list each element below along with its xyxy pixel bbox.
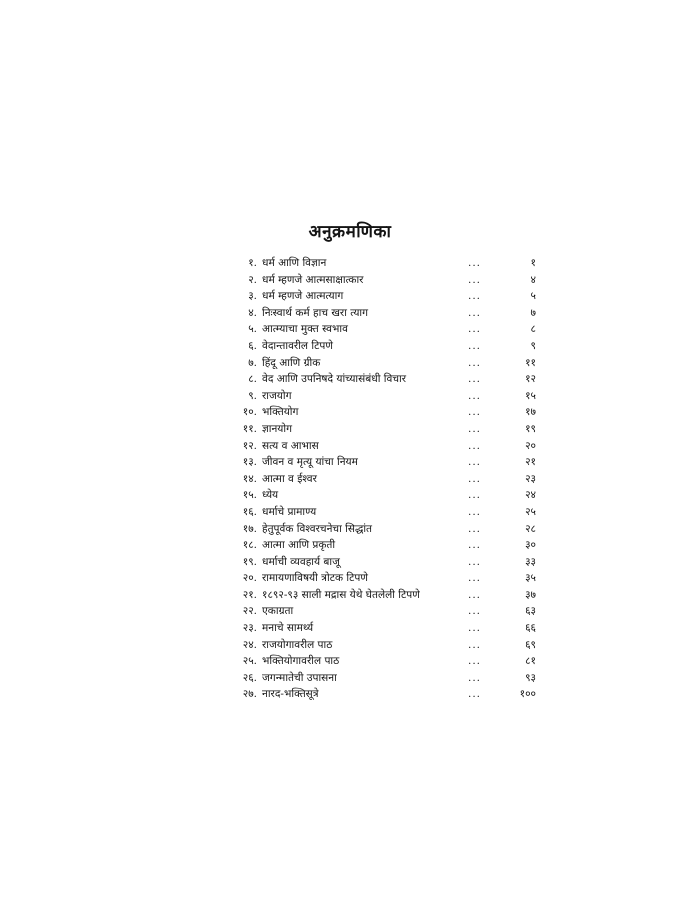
entry-page-number: २५ <box>525 505 536 518</box>
entry-leader: ... <box>468 572 482 585</box>
entry-title: धर्माची व्यवहार्य बाजू <box>262 555 340 568</box>
toc-entry <box>226 670 536 687</box>
entry-number: ७. <box>248 356 257 369</box>
entry-page-number: ३५ <box>525 572 536 585</box>
entry-page-number: ८ <box>530 323 536 336</box>
entry-page-number: १७ <box>525 406 536 419</box>
entry-number: १३. <box>242 456 257 469</box>
entry-leader: ... <box>468 489 482 502</box>
toc-entry <box>226 620 536 637</box>
entry-leader: ... <box>468 339 482 352</box>
entry-leader: ... <box>468 257 482 269</box>
entry-title: आत्मा आणि प्रकृती <box>262 539 336 552</box>
toc-entry <box>226 321 536 338</box>
toc-entry <box>226 521 536 538</box>
entry-number: ६. <box>248 339 257 352</box>
toc-entry <box>226 587 536 604</box>
entry-number: ५. <box>248 323 257 336</box>
entry-title: धर्म म्हणजे आत्मसाक्षात्कार <box>262 273 364 286</box>
entry-title: रामायणाविषयी त्रोटक टिपणे <box>262 572 368 585</box>
entry-title: वेदान्तावरील टिपणे <box>262 339 333 352</box>
entry-leader: ... <box>468 290 482 303</box>
entry-page-number: २४ <box>525 489 536 502</box>
toc-entry <box>226 454 536 471</box>
entry-number: १८. <box>242 539 257 552</box>
entry-number: १२. <box>242 439 257 452</box>
toc-entry <box>226 388 536 405</box>
entry-number: २३. <box>242 622 257 635</box>
toc-entry <box>226 554 536 571</box>
entry-page-number: ६३ <box>525 605 536 618</box>
entry-number: ३. <box>248 290 257 303</box>
entry-title: एकाग्रता <box>262 605 294 618</box>
entry-number: १९. <box>242 555 257 568</box>
toc-entry <box>226 603 536 620</box>
entry-title: जगन्मातेची उपासना <box>262 671 337 684</box>
entry-title: नारद-भक्तिसूत्रे <box>262 688 319 701</box>
entry-title: राजयोग <box>262 389 292 402</box>
toc-entry <box>226 637 536 654</box>
entry-title: भक्तियोगावरील पाठ <box>262 655 340 668</box>
entry-number: ९. <box>248 389 257 402</box>
entry-number: १४. <box>242 472 257 485</box>
entry-leader: ... <box>468 522 482 535</box>
entry-leader: ... <box>468 389 482 402</box>
toc-entry <box>226 255 536 272</box>
entry-leader: ... <box>468 588 482 601</box>
entry-leader: ... <box>468 373 482 386</box>
entry-page-number: ९ <box>530 339 536 352</box>
entry-page-number: २८ <box>525 522 536 535</box>
toc-entry <box>226 653 536 670</box>
entry-page-number: ९३ <box>525 671 536 684</box>
entry-title: सत्य व आभास <box>262 439 319 452</box>
entry-leader: ... <box>468 688 482 701</box>
entry-title: आत्मा व ईश्वर <box>262 472 317 485</box>
entry-number: ४. <box>248 306 257 319</box>
entry-title: १८९२-९३ साली मद्रास येथे घेतलेली टिपणे <box>262 588 420 601</box>
entry-leader: ... <box>468 671 482 684</box>
entry-leader: ... <box>468 472 482 485</box>
entry-number: १७. <box>242 522 257 535</box>
entry-page-number: ५ <box>530 290 536 303</box>
entry-title: जीवन व मृत्यू यांचा नियम <box>262 456 358 469</box>
entry-page-number: ६९ <box>525 638 536 651</box>
toc-entry <box>226 570 536 587</box>
entry-leader: ... <box>468 539 482 552</box>
entry-title: धर्माचे प्रामाण्य <box>262 505 317 518</box>
entry-leader: ... <box>468 406 482 419</box>
entry-leader: ... <box>468 273 482 286</box>
entry-number: १०. <box>242 406 257 419</box>
entry-leader: ... <box>468 505 482 518</box>
entry-leader: ... <box>468 356 482 369</box>
toc-entry <box>226 288 536 305</box>
entry-leader: ... <box>468 555 482 568</box>
entry-title: धर्म आणि विज्ञान <box>262 257 327 269</box>
toc-entry <box>226 305 536 322</box>
entry-title: राजयोगावरील पाठ <box>262 638 333 651</box>
entry-title: मनाचे सामर्थ्य <box>262 622 314 635</box>
entry-title: वेद आणि उपनिषदे यांच्यासंबंधी विचार <box>262 373 407 386</box>
entry-number: २. <box>248 273 257 286</box>
entry-page-number: ४ <box>530 273 536 286</box>
entry-page-number: १५ <box>525 389 536 402</box>
entry-number: २०. <box>242 572 257 585</box>
toc-entry <box>226 504 536 521</box>
toc-entry <box>226 404 536 421</box>
entry-title: धर्म म्हणजे आत्मत्याग <box>262 290 344 303</box>
entry-page-number: ८१ <box>525 655 536 668</box>
toc-entry <box>226 686 536 703</box>
toc-entry <box>226 272 536 289</box>
entry-page-number: १९ <box>525 422 536 435</box>
entry-page-number: २१ <box>525 456 536 469</box>
entry-number: २६. <box>242 671 257 684</box>
entry-title: ध्येय <box>262 489 279 502</box>
entry-leader: ... <box>468 605 482 618</box>
entry-page-number: १२ <box>525 373 536 386</box>
entry-page-number: ३० <box>525 539 536 552</box>
entry-number: २५. <box>242 655 257 668</box>
entry-page-number: ६६ <box>525 622 536 635</box>
entry-title: आत्म्याचा मुक्त स्वभाव <box>262 323 348 336</box>
entry-leader: ... <box>468 439 482 452</box>
entry-page-number: २३ <box>525 472 536 485</box>
entry-title: भक्तियोग <box>262 406 299 419</box>
entry-leader: ... <box>468 622 482 635</box>
entry-title: निःस्वार्थ कर्म हाच खरा त्याग <box>262 306 369 319</box>
entry-page-number: ३७ <box>525 588 536 601</box>
toc-entry <box>226 438 536 455</box>
entry-number: १. <box>248 257 257 269</box>
toc-entry <box>226 338 536 355</box>
entry-leader: ... <box>468 456 482 469</box>
entry-page-number: २० <box>525 439 536 452</box>
entry-number: २१. <box>242 588 257 601</box>
entry-number: ८. <box>248 373 257 386</box>
toc-entry <box>226 471 536 488</box>
entry-number: २७. <box>242 688 257 701</box>
entry-number: २२. <box>242 605 257 618</box>
entry-number: ११. <box>242 422 257 435</box>
entry-leader: ... <box>468 655 482 668</box>
entry-page-number: १०० <box>519 688 536 701</box>
table-of-contents <box>226 255 536 703</box>
entry-number: १६. <box>242 505 257 518</box>
entry-title: हेतुपूर्वक विश्वरचनेचा सिद्धांत <box>262 522 373 535</box>
entry-leader: ... <box>468 323 482 336</box>
entry-page-number: १ <box>530 257 536 269</box>
toc-entry <box>226 537 536 554</box>
entry-leader: ... <box>468 638 482 651</box>
entry-title: हिंदू आणि ग्रीक <box>262 356 321 369</box>
toc-entry <box>226 487 536 504</box>
entry-page-number: ७ <box>530 306 536 319</box>
entry-leader: ... <box>468 306 482 319</box>
page-title: अनुक्रमणिका <box>308 222 392 242</box>
entry-page-number: ११ <box>525 356 536 369</box>
entry-number: २४. <box>242 638 257 651</box>
toc-entry <box>226 421 536 438</box>
entry-leader: ... <box>468 422 482 435</box>
entry-title: ज्ञानयोग <box>262 422 292 435</box>
toc-entry <box>226 371 536 388</box>
entry-number: १५. <box>242 489 257 502</box>
toc-entry <box>226 355 536 372</box>
entry-page-number: ३३ <box>525 555 536 568</box>
